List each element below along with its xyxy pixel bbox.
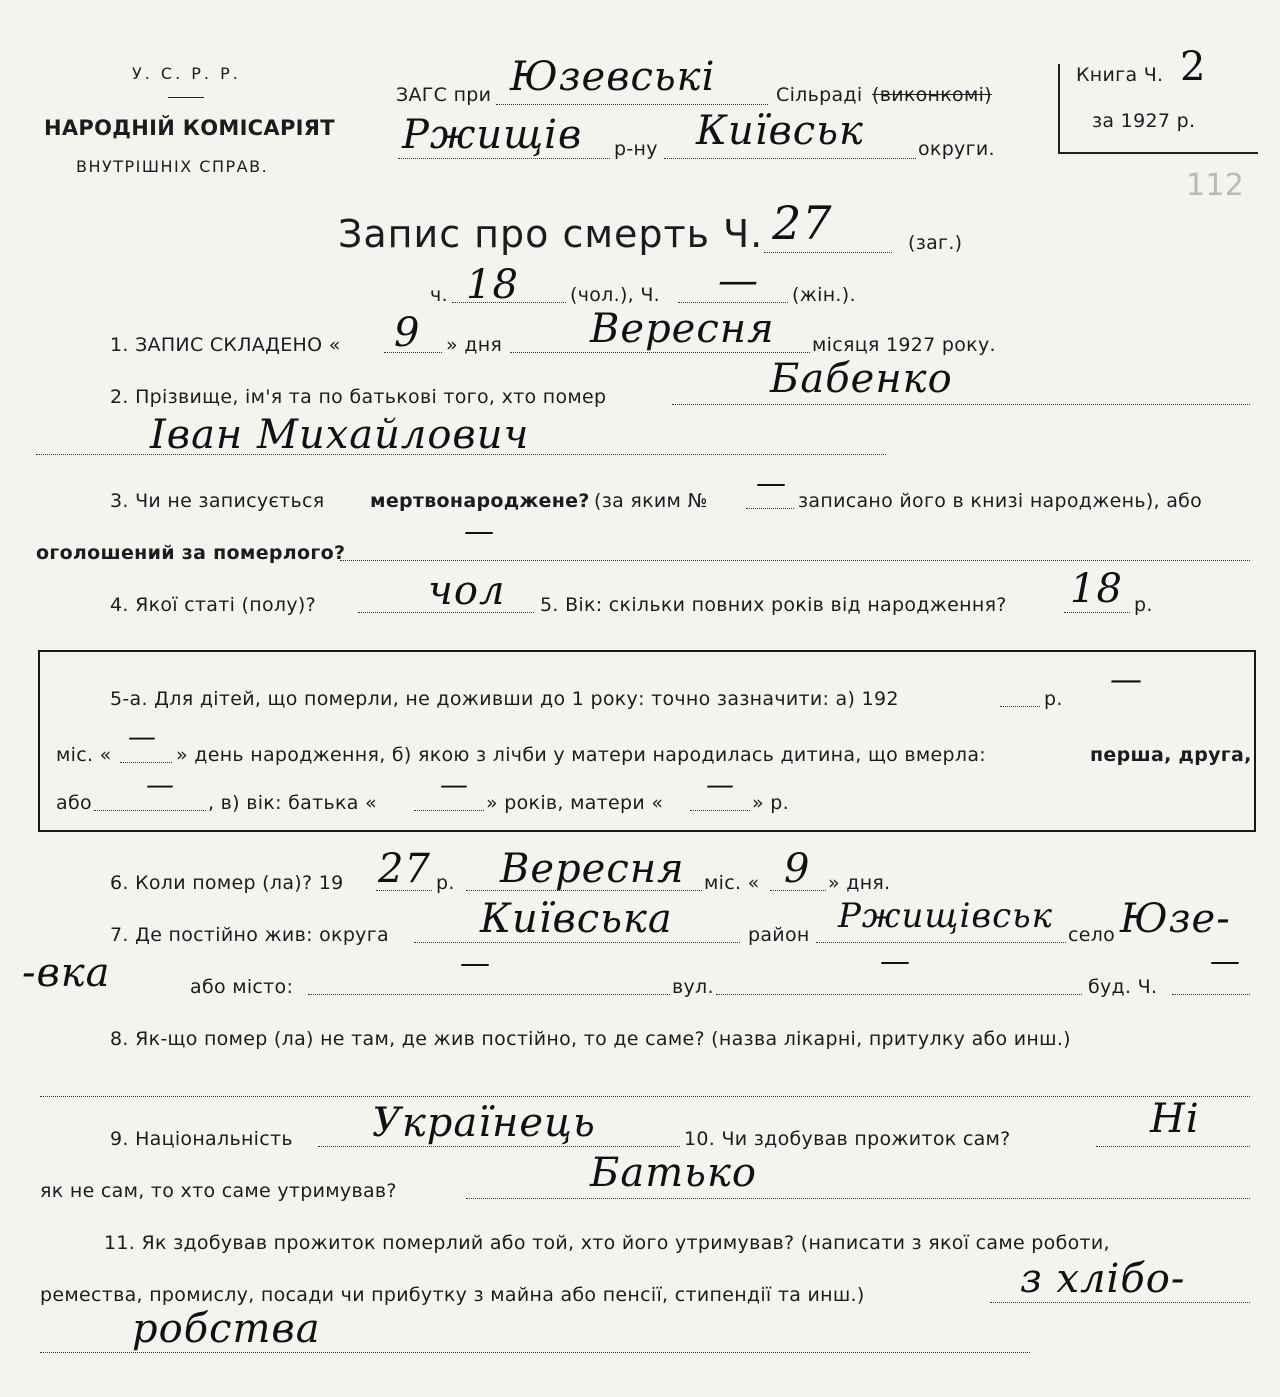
title-number: 27: [772, 196, 833, 250]
f10b-line: [466, 1198, 1250, 1199]
book-box-left: [1058, 64, 1060, 154]
title-suffix: (заг.): [908, 232, 963, 254]
n-label: ч.: [430, 284, 448, 306]
f7-vul-line: [716, 994, 1082, 995]
f10-label: 10. Чи здобував прожиток сам?: [684, 1128, 1011, 1150]
okrug-label: округи.: [918, 138, 995, 160]
executive-struck: (виконкомі): [872, 84, 992, 106]
okrug-value: Київськ: [696, 108, 864, 154]
f6-label: 6. Коли помер (ла)? 19: [110, 872, 344, 894]
f5-value: 18: [1070, 566, 1123, 612]
f5a-line3-b: , в) вік: батька «: [208, 792, 377, 814]
f5a-day-line: [120, 762, 172, 763]
f7-okrug: Київська: [480, 896, 673, 942]
title-number-line: [764, 252, 892, 253]
f7-selo-value2: -вка: [22, 950, 111, 996]
f5a-father-line: [414, 810, 484, 811]
f7-label: 7. Де постійно жив: округа: [110, 924, 389, 946]
f7-okrug-line: [414, 942, 740, 943]
male-value: 18: [466, 262, 519, 308]
f5a-line1: 5-а. Для дітей, що померли, не доживши до 1 року: точно зазначити: а) 192: [110, 688, 899, 710]
f6-day: 9: [784, 846, 811, 892]
f8-line: [40, 1096, 1250, 1097]
f9-label: 9. Національність: [110, 1128, 293, 1150]
f4-label: 4. Якої статі (полу)?: [110, 594, 316, 616]
f5a-mother-line: [690, 810, 750, 811]
f11-line1: 11. Як здобував прожиток померлий або той, хто його утримував? (написати з якої саме роботи,: [104, 1232, 1110, 1254]
f7-rayon-line: [816, 942, 1066, 943]
f7-vul-value: —: [880, 944, 911, 979]
page-title: Запис про смерть Ч.: [338, 212, 764, 256]
zags-label: ЗАГС при: [396, 84, 492, 106]
f5a-value2: —: [128, 720, 157, 753]
f7-rayon: район: [748, 924, 810, 946]
f5a-value3: —: [146, 768, 175, 801]
f6-tail: » дня.: [828, 872, 891, 894]
margin-note: 112: [1186, 168, 1245, 203]
f2-surname: Бабенко: [770, 356, 953, 402]
f11-value-b: робства: [132, 1306, 321, 1352]
f7-misto-value: —: [460, 946, 491, 981]
year-text: за 1927 р.: [1092, 110, 1196, 132]
book-value: 2: [1180, 44, 1207, 90]
okrug-line: [664, 158, 916, 159]
f5-label: 5. Вік: скільки повних років від народження?: [540, 594, 1007, 616]
f11-value-a: з хлібо-: [1020, 1256, 1186, 1302]
female-value: —: [718, 258, 759, 304]
f2-label: 2. Прізвище, ім'я та по батькові того, хто помер: [110, 386, 607, 408]
f5-unit: р.: [1134, 594, 1153, 616]
f6-year: 27: [378, 846, 431, 892]
book-label: Книга Ч.: [1076, 64, 1164, 86]
book-box-bottom: [1058, 152, 1258, 154]
f1-month-line: [510, 352, 810, 353]
f5-line: [1064, 612, 1130, 613]
f8-label: 8. Як-що помер (ла) не там, де жив постійно, то де саме? (назва лікарні, притулку або инш.): [110, 1028, 1071, 1050]
f5a-value4: —: [440, 768, 469, 801]
rayon-label: р-ну: [614, 138, 658, 160]
republic-label: У. С. Р. Р.: [132, 64, 241, 83]
f6-mis: міс. «: [704, 872, 760, 894]
f3-bold2: оголошений за померлого?: [36, 542, 346, 564]
f4-value: чол: [428, 568, 506, 614]
commissariat-label: НАРОДНІЙ КОМІСАРІЯТ: [44, 116, 335, 140]
f11-line-a: [990, 1302, 1250, 1303]
f7-misto: або місто:: [190, 976, 294, 998]
f5a-order-line: [94, 810, 206, 811]
f5a-line3-c: » років, матери «: [486, 792, 664, 814]
f3-line2: [340, 560, 1250, 561]
female-label: (жін.).: [792, 284, 856, 306]
f5a-year-line: [1000, 706, 1040, 707]
f11-line-b: [40, 1352, 1030, 1353]
f6-r: р.: [436, 872, 455, 894]
f9-value: Українець: [372, 1100, 596, 1146]
f5a-line2-a: міс. «: [56, 744, 112, 766]
f7-bud: буд. Ч.: [1088, 976, 1158, 998]
f2-name: Іван Михайлович: [150, 412, 530, 458]
f9-line: [318, 1146, 680, 1147]
district-value: Ржищів: [402, 112, 583, 158]
f5a-bold: перша, друга,: [1090, 744, 1252, 766]
f7-misto-line: [308, 994, 670, 995]
f3-label-b: (за яким №: [594, 490, 708, 512]
divider: [168, 97, 204, 98]
village-line: [496, 104, 768, 105]
f7-bud-value: —: [1210, 944, 1241, 979]
male-label: (чол.), Ч.: [570, 284, 661, 306]
f7-selo: село: [1068, 924, 1116, 946]
f5a-line2-b: » день народження, б) якою з лічби у матери народилась дитина, що вмерла:: [176, 744, 986, 766]
f3-label-a: 3. Чи не записується: [110, 490, 325, 512]
f7-rayon-value: Ржищівськ: [838, 896, 1053, 936]
f3-bold: мертвонароджене?: [370, 490, 590, 512]
f1-label: 1. ЗАПИС СКЛАДЕНО «: [110, 334, 341, 356]
f6-month: Вересня: [500, 846, 685, 892]
f1-day: 9: [394, 310, 421, 356]
f1-day-close: » дня: [446, 334, 503, 356]
f1-month: Вересня: [590, 306, 775, 352]
f1-tail: місяця 1927 року.: [812, 334, 996, 356]
f5a-line3-a: або: [56, 792, 92, 814]
f3-label-c: записано його в книзі народжень), або: [798, 490, 1203, 512]
village-value: Юзевські: [510, 54, 716, 100]
f5a-value5: —: [706, 768, 735, 801]
f7-selo-value: Юзе-: [1120, 896, 1231, 942]
district-line: [398, 158, 610, 159]
f7-vul: вул.: [672, 976, 714, 998]
f10b-label: як не сам, то хто саме утримував?: [40, 1180, 397, 1202]
f3-value: —: [756, 466, 787, 501]
f3-value2: —: [464, 514, 495, 549]
f5a-r: р.: [1044, 688, 1063, 710]
f7-bud-line: [1172, 994, 1250, 995]
f5a-line3-d: » р.: [752, 792, 789, 814]
f11-line2: ремества, промислу, посади чи прибутку з майна або пенсії, стипендії та инш.): [40, 1284, 865, 1306]
f10b-value: Батько: [590, 1150, 757, 1196]
f10-value: Ні: [1150, 1096, 1200, 1142]
department-label: ВНУТРІШНІХ СПРАВ.: [76, 157, 269, 176]
f2-line1: [672, 404, 1250, 405]
f3-number-line: [746, 508, 794, 509]
council-label: Сільраді: [776, 84, 863, 106]
f10-line: [1096, 1146, 1250, 1147]
f5a-value1: —: [1110, 660, 1143, 698]
